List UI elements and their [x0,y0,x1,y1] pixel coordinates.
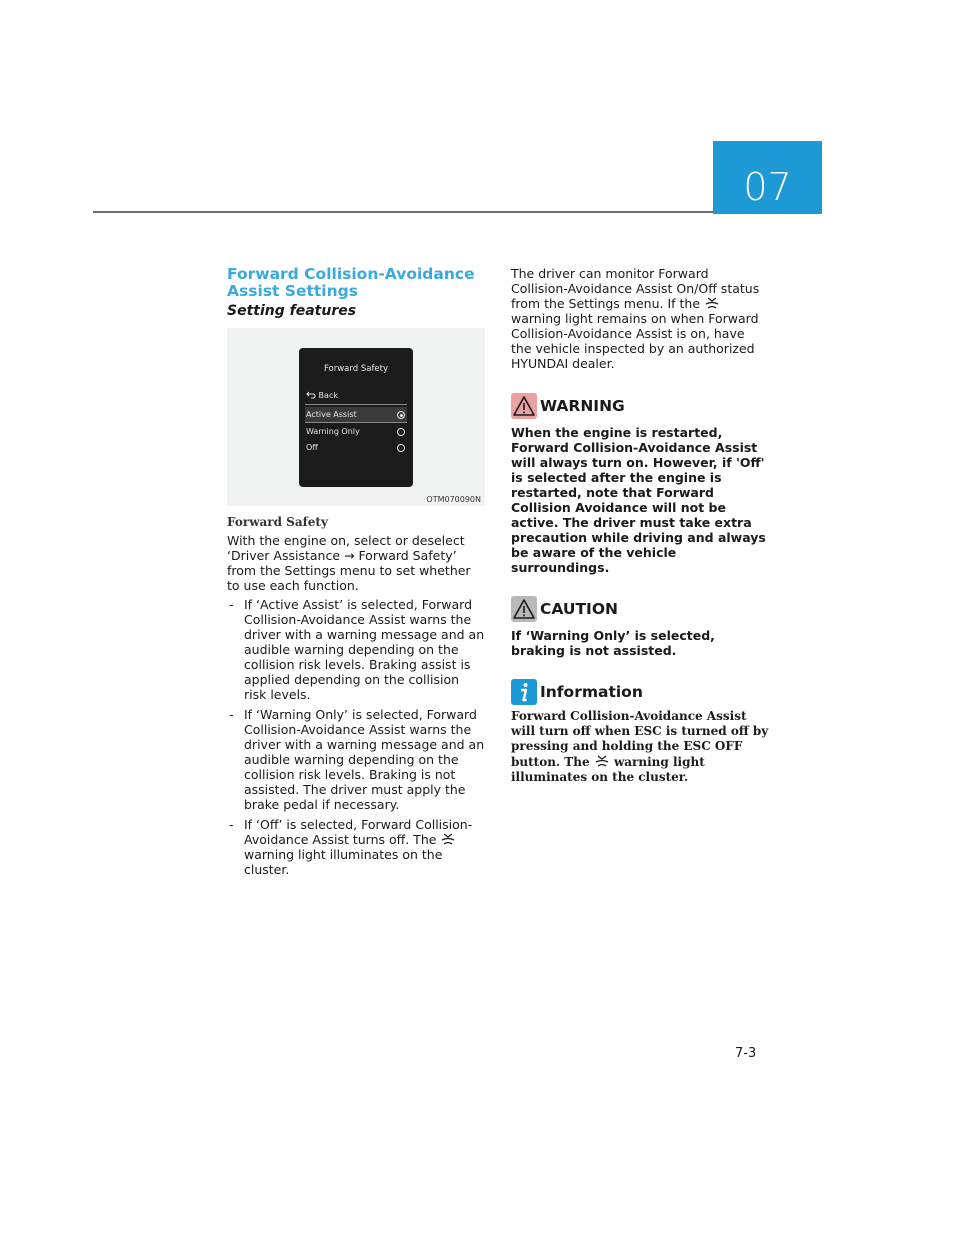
list-item: - If ‘Active Assist’ is selected, Forward Collision-Avoidance Assist warns the driver with a warning message and an audible warning depending on the collision risk levels. Braking assist is applied depending on the collision risk levels. [229,597,485,702]
figure-caption: Forward Safety [227,515,328,529]
option-list [227,597,485,877]
information-body: Forward Collision-Avoidance Assist will turn off when ESC is turned off by pressing and holding the ESC OFF button. The warning light illuminates on the cluster. [511,709,769,784]
information-notice [511,679,769,785]
page-number: 7-3 [735,1046,757,1061]
warning-title: WARNING [540,397,625,415]
back-item [306,391,338,400]
screen-divider [305,404,407,405]
section-subtitle: Setting features [227,303,357,319]
monitor-paragraph: The driver can monitor Forward Collision-Avoidance Assist On/Off status from the Settings menu. If the warning light remains on when Forward Collision-Avoidance Assist is on, have the vehicle inspected by an authorized HYUNDAI dealer. [511,266,760,371]
caution-header [511,596,769,622]
caution-notice [511,596,769,658]
warning-header [511,393,769,419]
caution-body: If ‘Warning Only’ is selected, braking is not assisted. [511,628,715,658]
list-item: - If ‘Warning Only’ is selected, Forward Collision-Avoidance Assist warns the driver with a warning message and an audible warning depending on the collision risk levels. Braking is not assisted. The driver must apply the brake pedal if necessary. [229,707,485,812]
right-column [511,266,769,785]
warning-triangle-icon [511,393,537,419]
fca-warning-light-icon [440,832,456,846]
left-column [227,266,485,882]
back-arrow-icon [306,391,316,399]
option-active-assist [305,407,407,423]
radio-selected-icon [397,411,405,419]
radio-empty-icon [397,428,405,436]
cluster-screen [299,348,413,487]
caution-triangle-icon [511,596,537,622]
option-off [305,440,407,456]
figure-code: OTM070090N [426,495,481,504]
back-label: Back [318,391,338,400]
option-label: Off [306,443,318,452]
header-rule [93,211,713,213]
radio-empty-icon [397,444,405,452]
caution-title: CAUTION [540,600,618,618]
fca-warning-light-icon [594,754,610,768]
chapter-number: 07 [743,165,792,209]
option-warning-only [305,424,407,440]
screen-title: Forward Safety [323,364,389,374]
option-label: Active Assist [306,410,357,419]
settings-figure [227,328,485,506]
info-icon [511,679,537,705]
information-title: Information [540,683,643,701]
list-item: - If ‘Off’ is selected, Forward Collision-Avoidance Assist turns off. The warning light illuminates on the cluster. [229,817,473,877]
section-title: Forward Collision-Avoidance Assist Settings [227,265,475,300]
chapter-tab [713,141,822,214]
fca-warning-light-icon [704,296,720,310]
information-header [511,679,769,705]
warning-body: When the engine is restarted, Forward Collision-Avoidance Assist will always turn on. However, if 'Off' is selected after the engine is restarted, note that Forward Collision Avoidance will not be active. The driver must take extra precaution while driving and always be aware of the vehicle surroundings. [511,425,766,575]
warning-notice [511,393,769,575]
intro-paragraph: With the engine on, select or deselect ‘Driver Assistance → Forward Safety’ from the Settings menu to set whether to use each function. [227,533,471,593]
option-label: Warning Only [306,427,360,436]
